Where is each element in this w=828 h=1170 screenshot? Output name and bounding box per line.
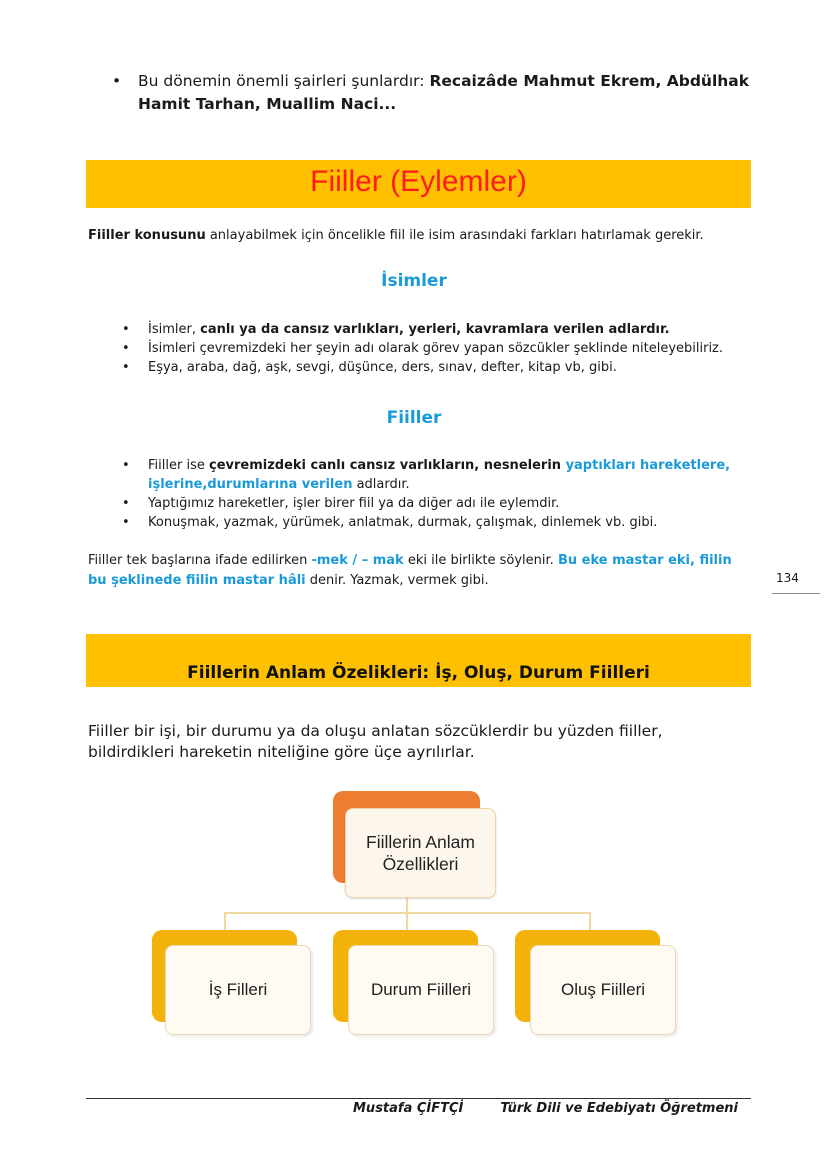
root-box xyxy=(345,808,496,898)
child-label: Oluş Fiilleri xyxy=(560,980,646,999)
mastar-end: denir. Yazmak, vermek gibi. xyxy=(305,573,489,588)
child-box-olus xyxy=(530,945,676,1035)
list-item-text: Konuşmak, yazmak, yürümek, anlatmak, durmak, çalışmak, dinlemek vb. gibi. xyxy=(148,515,658,530)
root-label-line1: Fiillerin Anlam xyxy=(366,832,475,852)
bullet-dot: • xyxy=(112,72,122,90)
child-label: Durum Fiilleri xyxy=(370,980,472,999)
mastar-lead: Fiiller tek başlarına ifade edilirken xyxy=(88,553,312,568)
fiiller-list xyxy=(122,456,742,532)
child-box-durum xyxy=(348,945,494,1035)
intro-rest: anlayabilmek için öncelikle fiil ile isim arasındaki farkları hatırlamak gerekir. xyxy=(205,228,704,243)
footer xyxy=(353,1101,738,1116)
poets-lead: Bu dönemin önemli şairleri şunlardır: xyxy=(138,72,430,90)
poets-names: Recaizâde Mahmut Ekrem, Abdülhak Hamit Tarhan, Muallim Naci... xyxy=(138,72,750,113)
list-item-text: Yaptığımız hareketler, işler birer fiil ya da diğer adı ile eylemdir. xyxy=(148,496,560,511)
isimler-heading: İsimler xyxy=(381,271,447,291)
page-number-rule xyxy=(772,593,820,594)
anlam-paragraph: Fiiller bir işi, bir durumu ya da oluşu anlatan sözcüklerdir bu yüzden fiiller, bildirdikleri hareketin niteliğine göre üçe ayrılırlar. xyxy=(88,722,663,761)
mastar-mid: eki ile birlikte söylenir. xyxy=(403,553,558,568)
poets-bullet xyxy=(112,70,752,116)
intro-bold: Fiiller konusunu xyxy=(88,228,206,243)
fiiller-heading: Fiiller xyxy=(386,408,442,428)
list-item: • Konuşmak, yazmak, yürümek, anlatmak, durmak, çalışmak, dinlemek vb. gibi. xyxy=(122,515,658,530)
list-item-highlight: yaptıkları hareketlere, işlerine,durumlarına verilen xyxy=(148,458,731,492)
list-item-bold: canlı ya da cansız varlıkları, yerleri, kavramlara verilen adlardır. xyxy=(200,322,670,337)
footer-author: Mustafa ÇİFTÇİ xyxy=(353,1101,464,1116)
list-item: • Yaptığımız hareketler, işler birer fiil ya da diğer adı ile eylemdir. xyxy=(122,496,560,511)
section-banner-anlam xyxy=(86,634,751,687)
list-item: • Eşya, araba, dağ, aşk, sevgi, düşünce, ders, sınav, defter, kitap vb, gibi. xyxy=(122,360,617,375)
mastar-suffix: -mek / – mak xyxy=(311,553,404,568)
list-item: • Fiiller ise çevremizdeki canlı cansız varlıkların, nesnelerin yaptıkları hareketlere, işlerine,durumlarına verilen adlardır. xyxy=(122,458,731,492)
list-item-lead: İsimler, xyxy=(148,322,201,337)
section-banner-fiiller xyxy=(86,160,751,208)
list-item-text: Eşya, araba, dağ, aşk, sevgi, düşünce, ders, sınav, defter, kitap vb, gibi. xyxy=(148,360,617,375)
child-label: İş Filleri xyxy=(208,980,268,999)
footer-rule xyxy=(86,1098,751,1099)
isimler-list xyxy=(122,320,762,377)
root-label-line2: Özellikleri xyxy=(382,854,459,874)
intro-paragraph xyxy=(88,226,768,245)
section-title-fiiller: Fiiller (Eylemler) xyxy=(310,165,527,198)
list-item: • İsimler, canlı ya da cansız varlıkları, yerleri, kavramlara verilen adlardır. xyxy=(122,322,670,337)
mastar-paragraph xyxy=(88,551,748,591)
section-title-anlam: Fiillerin Anlam Özelikleri: İş, Oluş, Durum Fiilleri xyxy=(187,663,650,683)
mastar-highlight: Bu eke mastar eki, fiilin bu şeklinede fiilin mastar hâli xyxy=(88,553,732,588)
list-item-bold: çevremizdeki canlı cansız varlıkların, nesnelerin xyxy=(208,458,566,473)
child-box-is xyxy=(165,945,311,1035)
footer-role: Türk Dili ve Edebiyatı Öğretmeni xyxy=(500,1101,738,1116)
list-item-end: adlardır. xyxy=(352,477,410,492)
list-item: • İsimleri çevremizdeki her şeyin adı olarak görev yapan sözcükler şeklinde niteleyebiliriz. xyxy=(122,341,724,356)
page-number: 134 xyxy=(776,571,799,585)
list-item-text: İsimleri çevremizdeki her şeyin adı olarak görev yapan sözcükler şeklinde niteleyebiliriz. xyxy=(148,341,724,356)
list-item-lead: Fiiller ise xyxy=(148,458,209,473)
